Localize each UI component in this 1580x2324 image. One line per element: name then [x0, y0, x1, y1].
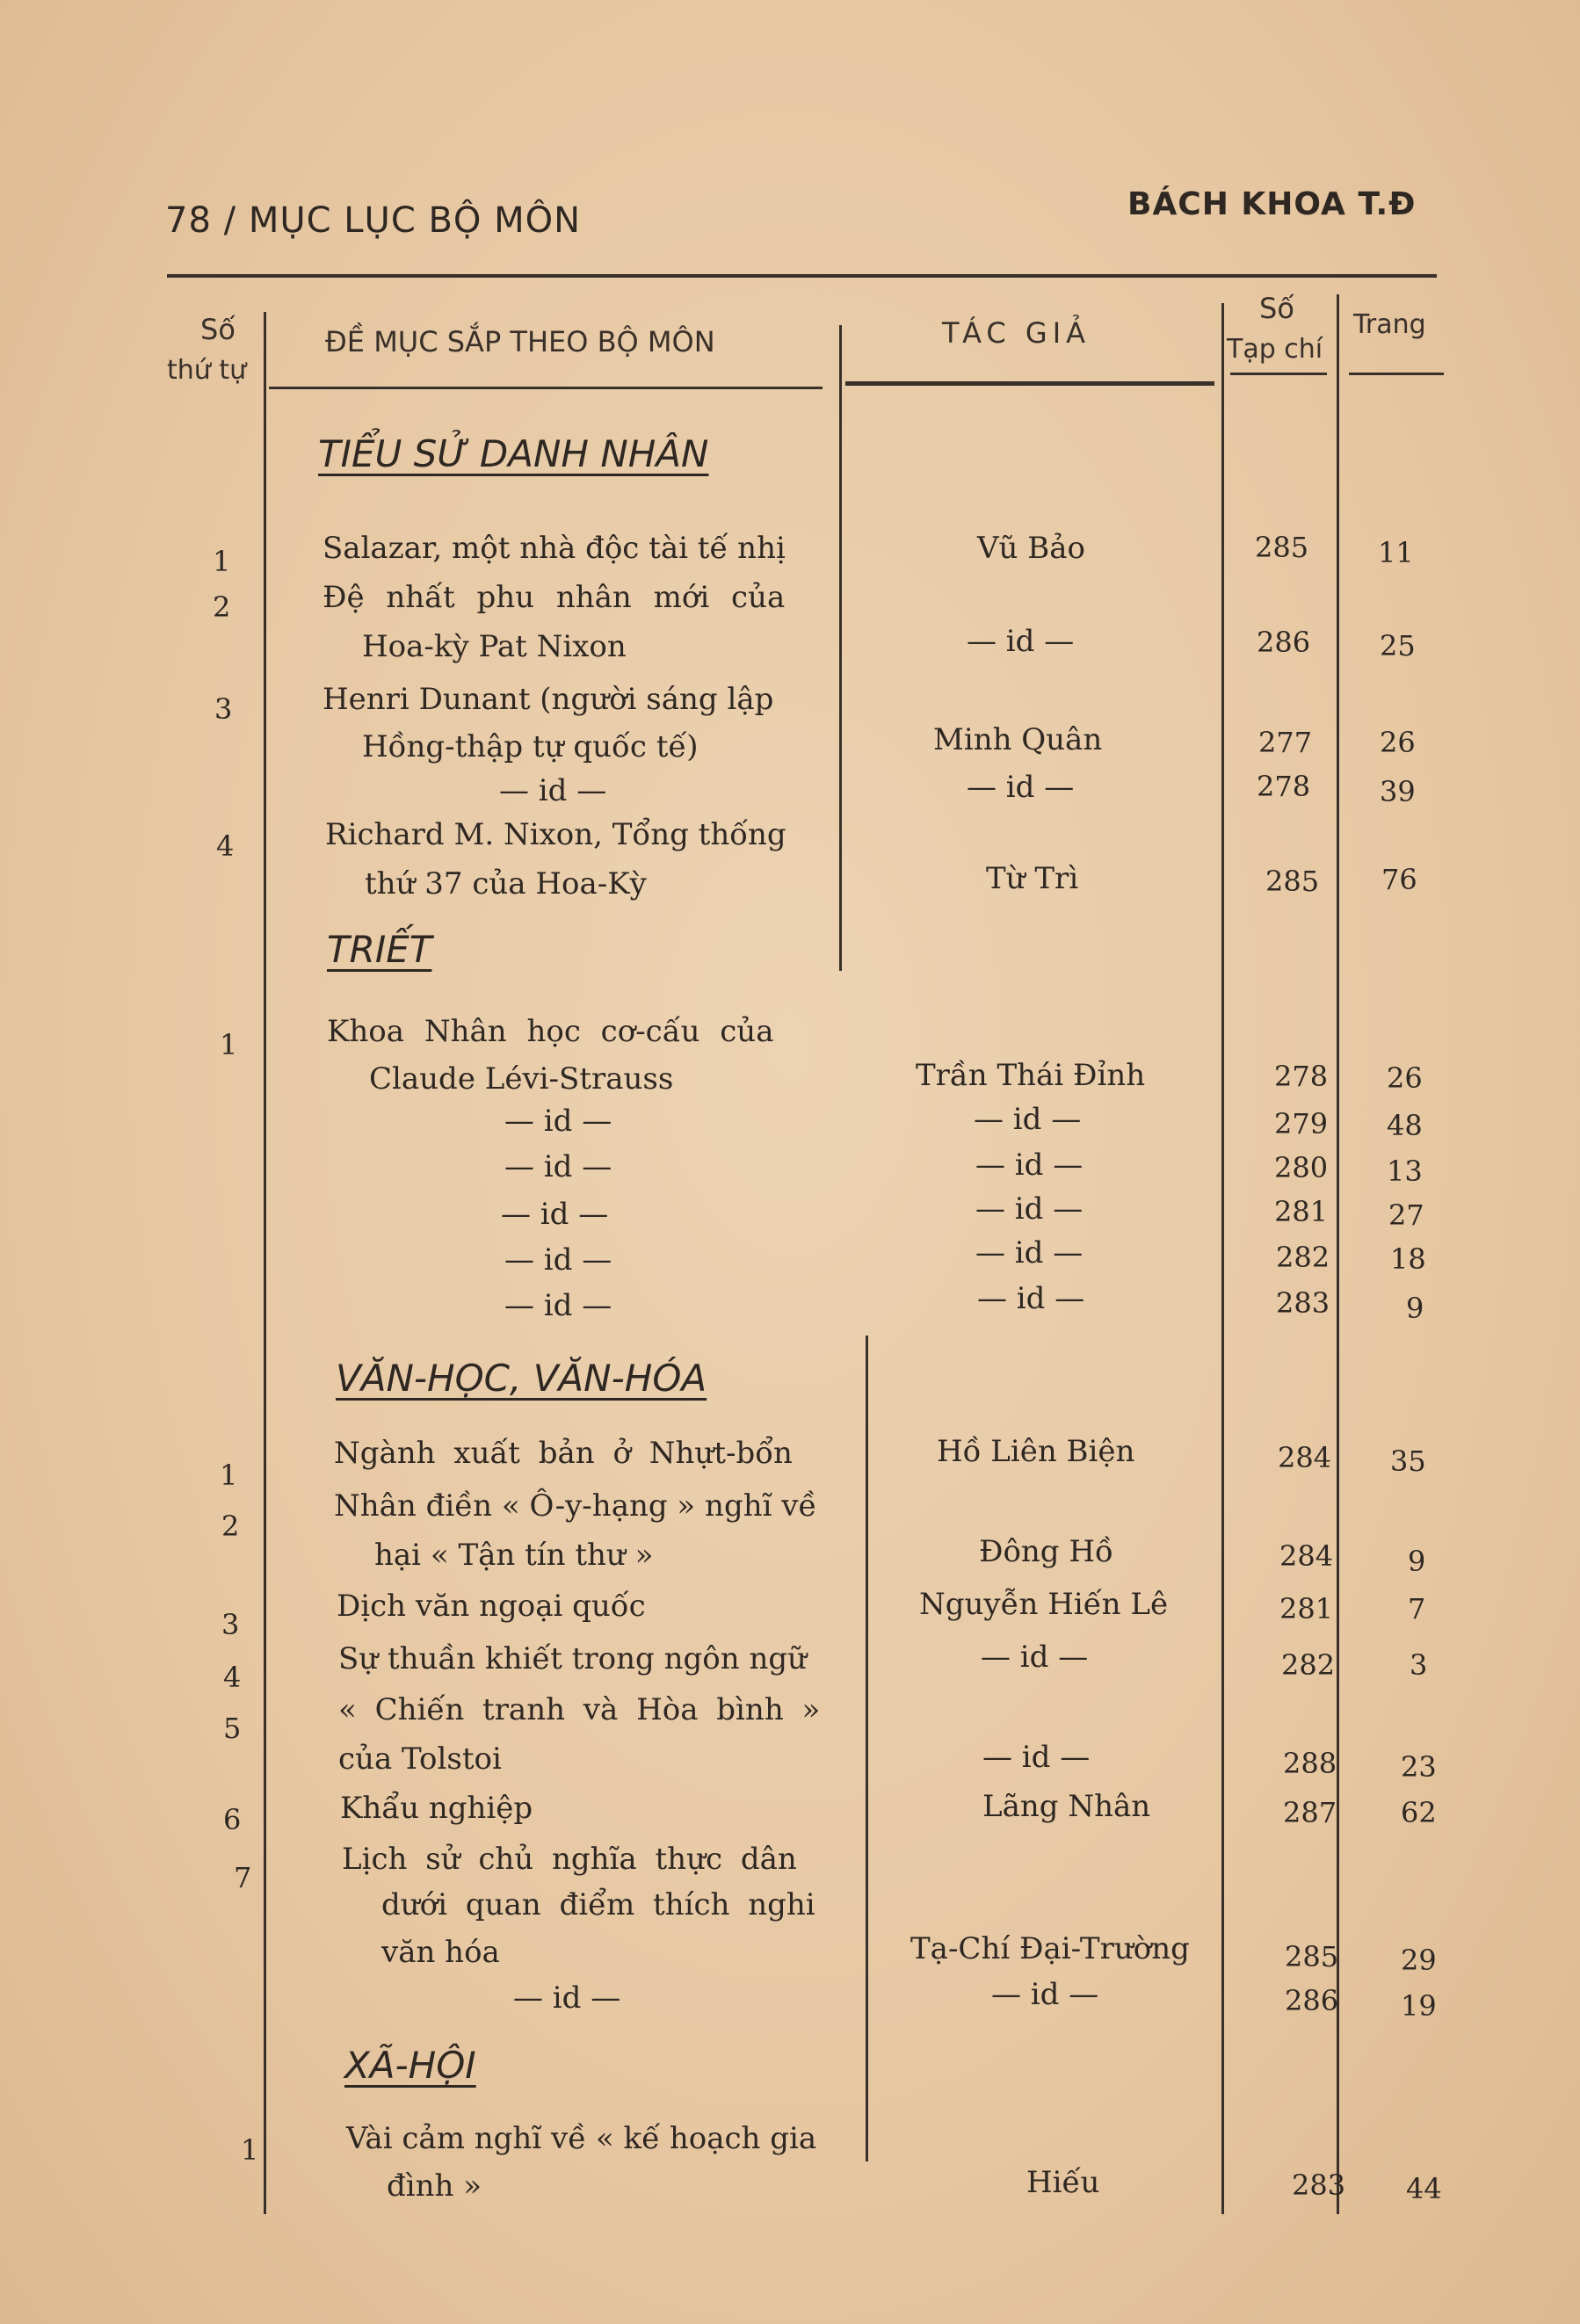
- row-title: Nhân điền « Ô-y-hạng » nghĩ về: [334, 1488, 817, 1524]
- row-number: 1: [220, 1459, 238, 1492]
- row-number: 3: [214, 692, 233, 726]
- row-page: 13: [1387, 1155, 1423, 1188]
- row-issue: 288: [1283, 1747, 1337, 1780]
- row-issue: 287: [1283, 1796, 1337, 1829]
- row-author: Đông Hồ: [979, 1534, 1113, 1569]
- row-number: 2: [221, 1510, 240, 1543]
- row-author: Lãng Nhân: [982, 1789, 1151, 1824]
- journal-name: BÁCH KHOA T.Đ: [1127, 186, 1417, 222]
- col-topic: ĐỀ MỤC SẮP THEO BỘ MÔN: [325, 325, 715, 358]
- row-title: — id —: [504, 1288, 612, 1323]
- row-number: 1: [241, 2133, 259, 2167]
- issue-header-rule: [1230, 373, 1327, 375]
- row-issue: 285: [1285, 1940, 1339, 1973]
- page-number: 78: [165, 200, 212, 241]
- row-issue: 279: [1274, 1107, 1329, 1140]
- row-title-cont: thứ 37 của Hoa-Kỳ: [365, 866, 647, 901]
- page-section-title: / MỤC LỤC BỘ MÔN: [223, 200, 582, 241]
- row-issue: 283: [1276, 1286, 1330, 1320]
- row-number: 1: [220, 1028, 238, 1061]
- row-title-cont: Hoa-kỳ Pat Nixon: [362, 629, 627, 664]
- row-page: 29: [1401, 1944, 1437, 1977]
- row-title: Lịch sử chủ nghĩa thực dân: [342, 1842, 797, 1877]
- row-title: — id —: [504, 1242, 612, 1278]
- row-title: Salazar, một nhà độc tài tế nhị: [323, 531, 786, 566]
- row-title: — id —: [513, 1980, 621, 2016]
- row-number: 4: [223, 1661, 242, 1694]
- row-title: Khoa Nhân học cơ-cấu của: [327, 1014, 774, 1049]
- row-number: 6: [223, 1803, 242, 1836]
- row-page: 23: [1401, 1750, 1437, 1784]
- row-title: — id —: [501, 1197, 609, 1232]
- row-page: 44: [1406, 2172, 1442, 2205]
- row-title: « Chiến tranh và Hòa bình »: [338, 1692, 821, 1727]
- row-title: Vài cảm nghĩ về « kế hoạch gia: [346, 2121, 817, 2156]
- row-page: 26: [1387, 1061, 1423, 1095]
- row-page: 26: [1380, 726, 1416, 759]
- col-divider-4: [1337, 294, 1339, 2214]
- row-author: Từ Trì: [986, 861, 1079, 896]
- top-rule: [167, 274, 1437, 278]
- col-divider-2: [839, 325, 842, 971]
- row-page: 48: [1387, 1109, 1423, 1142]
- row-issue: 280: [1274, 1151, 1329, 1184]
- row-author: — id —: [991, 1977, 1099, 2012]
- row-author: — id —: [975, 1235, 1084, 1271]
- row-number: 1: [213, 545, 231, 578]
- row-issue: 281: [1279, 1592, 1334, 1625]
- row-number: 5: [223, 1712, 242, 1745]
- row-title: Khẩu nghiệp: [340, 1791, 533, 1826]
- row-issue: 284: [1278, 1441, 1332, 1474]
- row-title: Henri Dunant (người sáng lập: [323, 682, 774, 717]
- row-page: 39: [1380, 775, 1416, 808]
- col-no-line2: thứ tự: [167, 355, 247, 386]
- row-author: — id —: [977, 1281, 1085, 1316]
- row-title: Sự thuần khiết trong ngôn ngữ: [338, 1641, 808, 1676]
- row-author: Hồ Liên Biện: [937, 1434, 1135, 1469]
- row-page: 9: [1408, 1545, 1426, 1578]
- row-issue: 282: [1281, 1648, 1336, 1682]
- row-author: Nguyễn Hiến Lê: [919, 1587, 1169, 1622]
- row-author: Vũ Bảo: [977, 531, 1085, 566]
- section-title-biography: TIỂU SỬ DANH NHÂN: [318, 432, 709, 475]
- row-title-cont: đình »: [387, 2168, 482, 2204]
- row-title-cont: của Tolstoi: [338, 1741, 502, 1777]
- row-issue: 284: [1279, 1539, 1334, 1573]
- row-page: 76: [1381, 863, 1417, 896]
- row-page: 9: [1406, 1292, 1424, 1325]
- row-author: Tạ-Chí Đại-Trường: [910, 1931, 1190, 1966]
- row-number: 2: [213, 590, 231, 624]
- row-issue: 285: [1265, 865, 1320, 898]
- row-author: — id —: [975, 1191, 1084, 1227]
- row-issue: 286: [1285, 1984, 1339, 2017]
- row-title: Richard M. Nixon, Tổng thống: [325, 817, 786, 852]
- col-issue-line2: Tạp chí: [1227, 334, 1323, 365]
- col-author: TÁC GIẢ: [942, 316, 1091, 350]
- row-author: — id —: [982, 1740, 1091, 1775]
- row-number: 4: [216, 829, 235, 863]
- row-issue: 278: [1274, 1060, 1329, 1093]
- row-title: Dịch văn ngoại quốc: [337, 1589, 646, 1624]
- row-page: 27: [1388, 1198, 1424, 1232]
- row-number: 7: [234, 1861, 252, 1894]
- row-page: 3: [1410, 1648, 1428, 1682]
- row-page: 25: [1380, 629, 1416, 662]
- row-title-cont: Claude Lévi-Strauss: [369, 1061, 674, 1097]
- col-divider-1: [264, 312, 266, 2214]
- col-divider-2b: [866, 1336, 868, 2161]
- row-issue: 282: [1276, 1241, 1330, 1274]
- row-issue: 286: [1257, 626, 1311, 659]
- page-header-left: [165, 200, 581, 241]
- row-issue: 278: [1257, 770, 1311, 803]
- row-issue: 277: [1258, 726, 1313, 759]
- row-author: — id —: [967, 770, 1075, 805]
- row-title-cont: Hồng-thập tự quốc tế): [362, 729, 699, 764]
- row-issue: 283: [1292, 2168, 1346, 2202]
- row-author: — id —: [974, 1102, 1082, 1137]
- row-author: — id —: [967, 624, 1075, 659]
- topic-header-rule: [269, 387, 823, 389]
- row-page: 7: [1408, 1592, 1426, 1625]
- row-title: Ngành xuất bản ở Nhựt-bổn: [334, 1436, 793, 1471]
- col-page: Trang: [1353, 309, 1426, 340]
- row-title-cont: hại « Tận tín thư »: [374, 1538, 654, 1573]
- row-page: 62: [1401, 1796, 1437, 1829]
- row-page: 35: [1390, 1444, 1426, 1478]
- row-title: Đệ nhất phu nhân mới của: [323, 580, 786, 615]
- row-title: — id —: [504, 1104, 612, 1139]
- row-author: Hiếu: [1026, 2165, 1100, 2200]
- row-page: 18: [1390, 1242, 1426, 1276]
- page-header-rule: [1349, 373, 1444, 375]
- row-page: 19: [1401, 1989, 1437, 2023]
- col-no-line1: Số: [200, 313, 236, 346]
- author-header-rule: [845, 381, 1214, 386]
- row-title-cont: dưới quan điểm thích nghi: [381, 1887, 815, 1922]
- row-author: — id —: [981, 1640, 1089, 1675]
- section-title-philosophy: TRIẾT: [327, 928, 432, 971]
- row-page: 11: [1378, 536, 1414, 569]
- row-author: Trần Thái Đỉnh: [916, 1058, 1146, 1093]
- row-title: — id —: [499, 773, 607, 808]
- col-divider-3: [1221, 303, 1224, 2214]
- row-title-cont2: văn hóa: [381, 1935, 500, 1970]
- row-issue: 285: [1255, 531, 1309, 564]
- row-title: — id —: [504, 1149, 612, 1184]
- row-issue: 281: [1274, 1195, 1329, 1228]
- section-title-society: XÃ-HỘI: [344, 2044, 476, 2087]
- row-number: 3: [221, 1608, 240, 1641]
- section-title-literature: VĂN-HỌC, VĂN-HÓA: [336, 1357, 707, 1400]
- col-issue-line1: Số: [1259, 292, 1294, 325]
- row-author: — id —: [975, 1148, 1084, 1183]
- row-author: Minh Quân: [933, 722, 1103, 757]
